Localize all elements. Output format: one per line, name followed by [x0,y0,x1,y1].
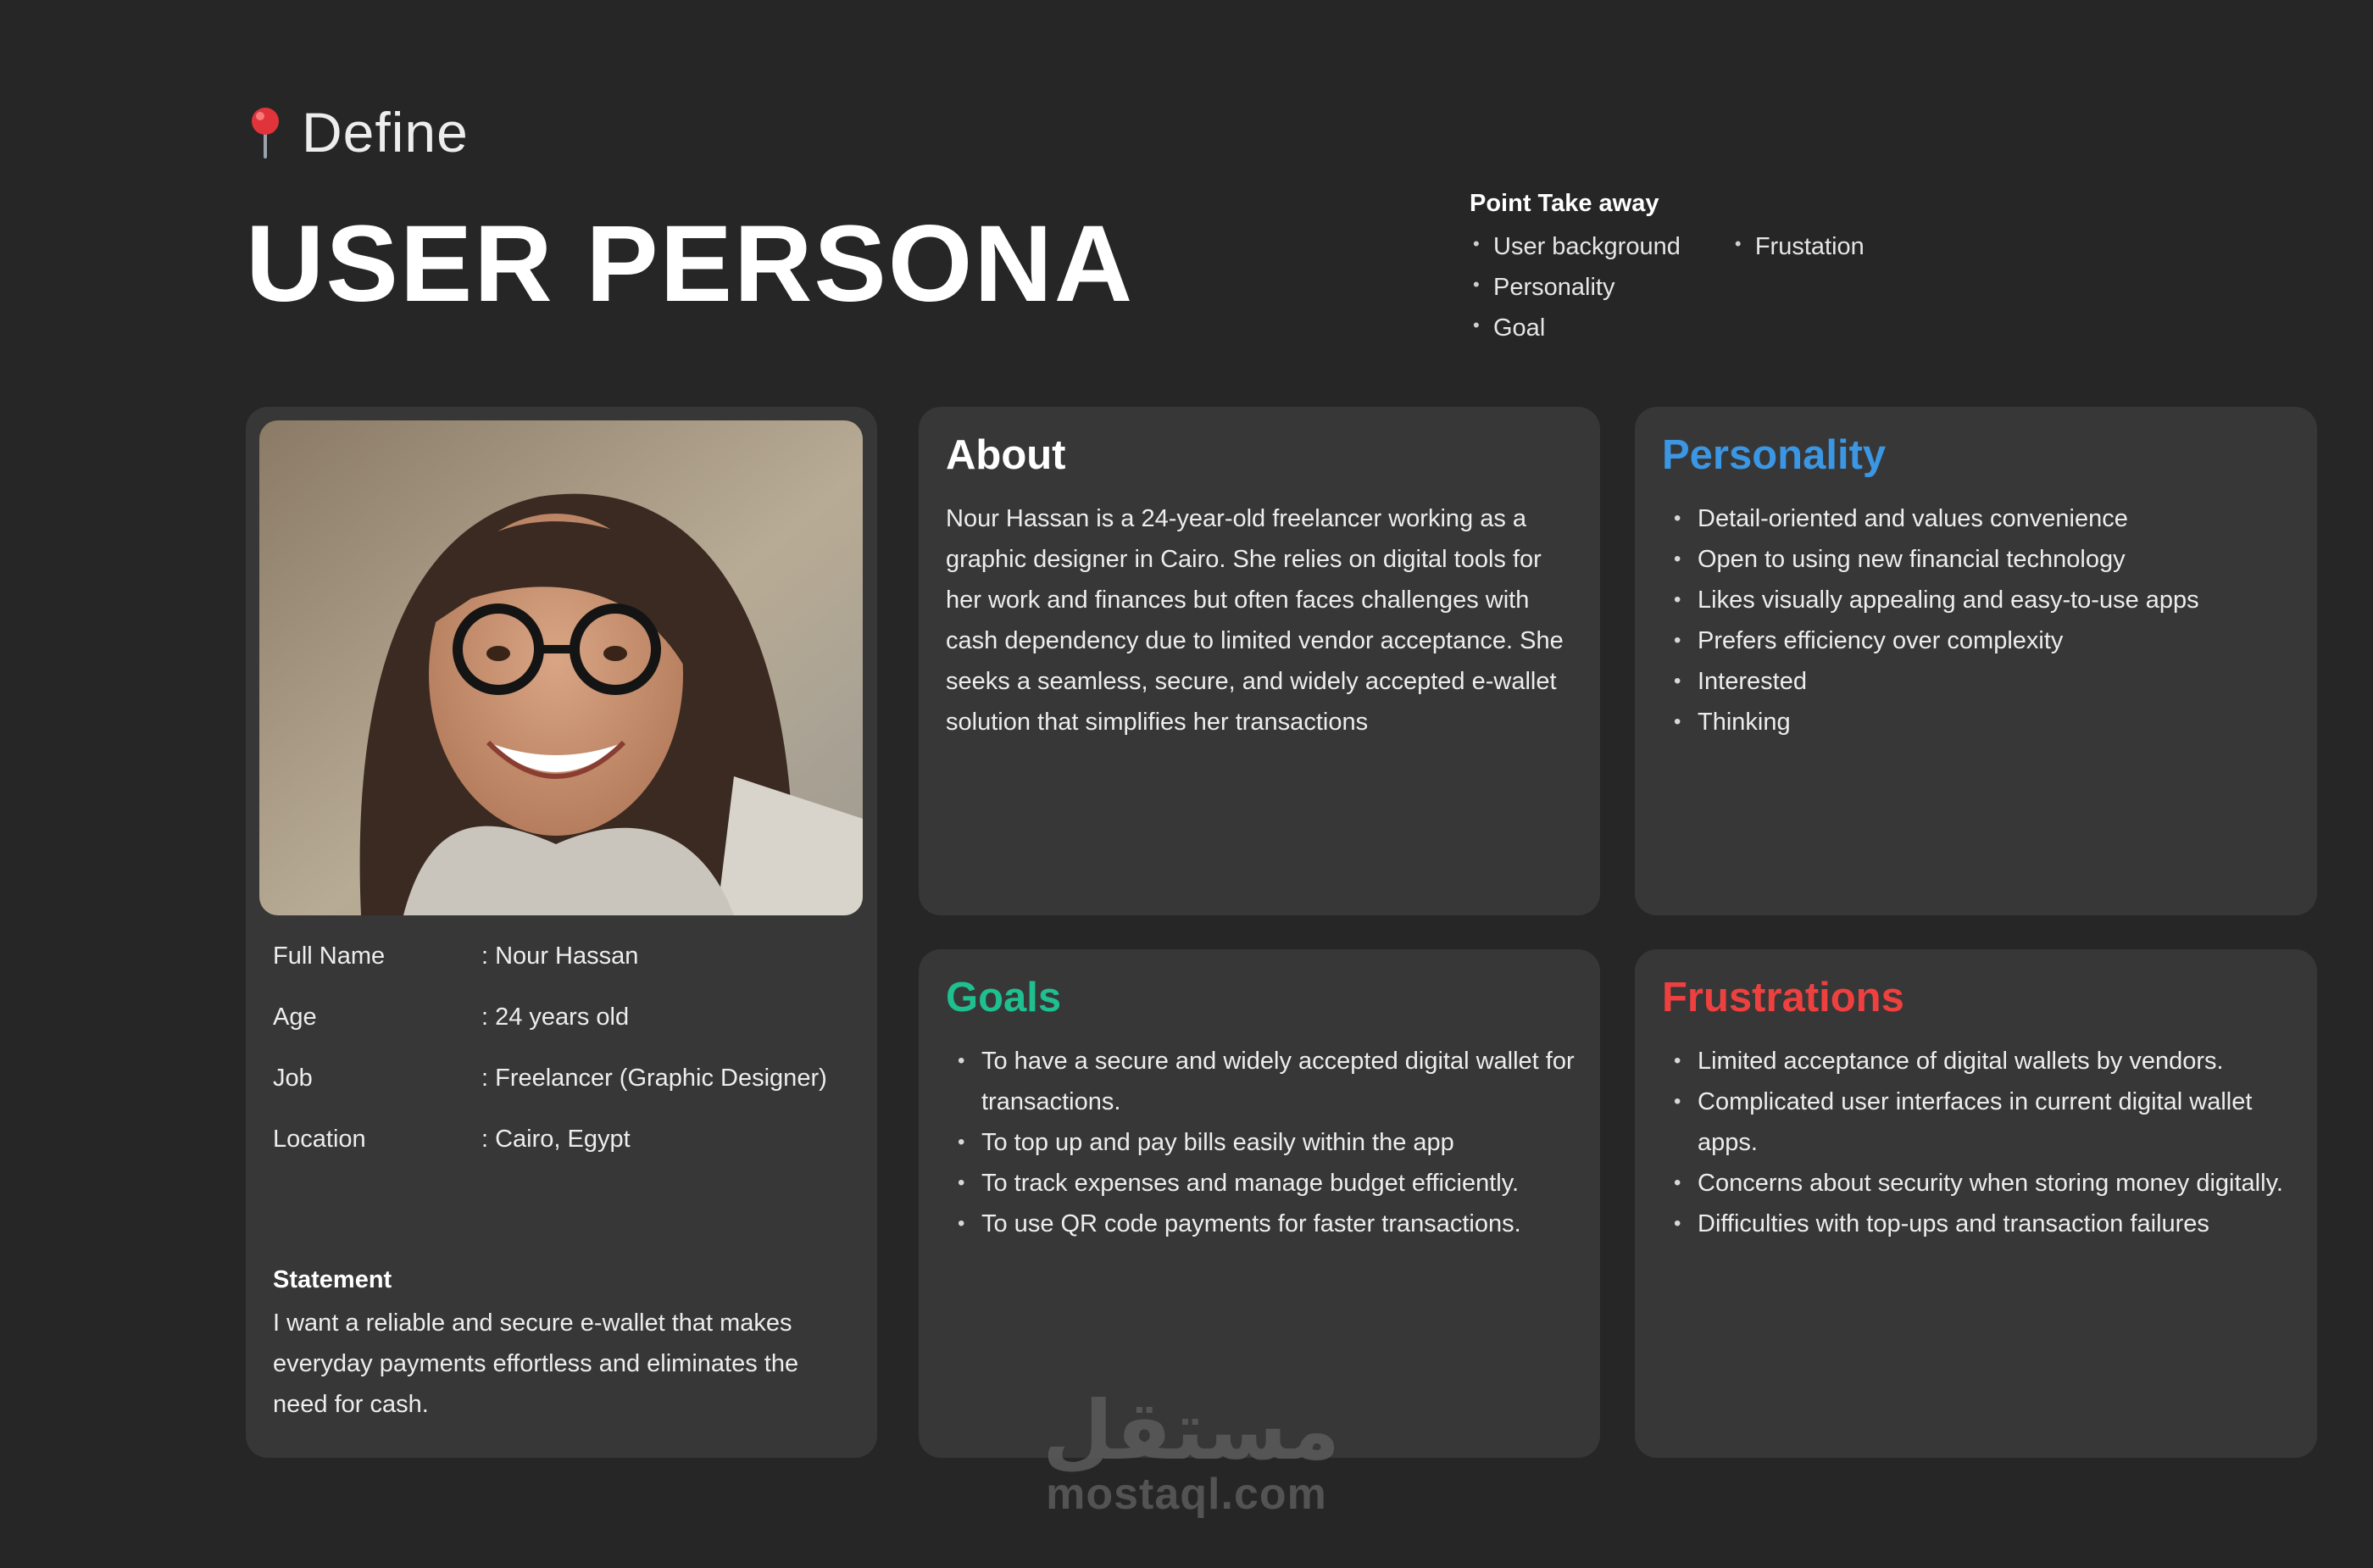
personality-card [1635,407,2317,915]
list-item: • Thinking [1662,702,2292,742]
list-item: • Prefers efficiency over complexity [1662,620,2292,661]
list-item: • Complicated user interfaces in current digital wallet apps. [1662,1081,2292,1163]
goals-card [919,949,1600,1458]
watermark-url: mostaql.com [1046,1470,1327,1519]
info-row-job [273,1065,866,1126]
statement-text: I want a reliable and secure e-wallet that makes everyday payments effortless and eliminates the need for cash. [273,1309,799,1418]
info-row-age [273,1004,866,1065]
list-item: • Limited acceptance of digital wallets by vendors. [1662,1041,2292,1081]
info-label: Full Name [273,942,386,970]
profile-card [246,407,877,1458]
goals-heading: Goals [946,975,1062,1020]
list-item: • Detail-oriented and values convenience [1662,498,2292,539]
takeaway-item: • Personality [1470,274,1681,314]
list-item: • To top up and pay bills easily within the app [946,1122,1575,1163]
takeaway-section [1470,190,1978,355]
personality-heading: Personality [1662,432,1887,478]
about-heading: About [946,432,1066,478]
section-label-text: Define [302,101,469,164]
takeaway-item: • User background [1470,233,1681,274]
persona-photo [259,420,863,915]
about-text: Nour Hassan is a 24-year-old freelancer working as a graphic designer in Cairo. She relies on digital tools for her work and finances but often faces challenges with cash dependency due to limited vendor acceptance. She seeks a seamless, secure, and widely accepted e-wallet solution that simplifies her transactions [946,505,1564,736]
info-row-full-name [273,942,866,1004]
list-item: • Concerns about security when storing money digitally. [1662,1163,2292,1204]
info-value: : 24 years old [481,1004,630,1031]
about-card [919,407,1600,915]
persona-info [273,942,866,1187]
list-item: • To use QR code payments for faster transactions. [946,1204,1575,1244]
list-item: • To track expenses and manage budget efficiently. [946,1163,1575,1204]
info-label: Location [273,1126,366,1153]
takeaway-heading: Point Take away [1470,190,1659,217]
takeaway-list-right [1731,233,1864,355]
watermark [1042,1383,1341,1519]
takeaway-list-left [1470,233,1681,355]
frustrations-card [1635,949,2317,1458]
personality-list [1662,498,2292,742]
list-item: • Interested [1662,661,2292,702]
info-value: : Freelancer (Graphic Designer) [481,1065,827,1092]
list-item: • To have a secure and widely accepted digital wallet for transactions. [946,1041,1575,1122]
list-item: • Open to using new financial technology [1662,539,2292,580]
pushpin-icon [247,106,283,158]
info-label: Job [273,1065,313,1092]
page-title: USER PERSONA [246,203,1135,325]
goals-list [946,1041,1575,1244]
takeaway-item: • Frustation [1731,233,1864,274]
watermark-logo: مستقل [1042,1383,1341,1478]
frustrations-heading: Frustrations [1662,975,1904,1020]
statement-heading: Statement [273,1266,392,1293]
statement [273,1266,858,1425]
info-label: Age [273,1004,317,1031]
list-item: • Difficulties with top-ups and transaction failures [1662,1204,2292,1244]
list-item: • Likes visually appealing and easy-to-use apps [1662,580,2292,620]
info-value: : Cairo, Egypt [481,1126,631,1153]
takeaway-item: • Goal [1470,314,1681,355]
frustrations-list [1662,1041,2292,1244]
info-row-location [273,1126,866,1187]
section-label [247,100,469,164]
info-value: : Nour Hassan [481,942,639,970]
